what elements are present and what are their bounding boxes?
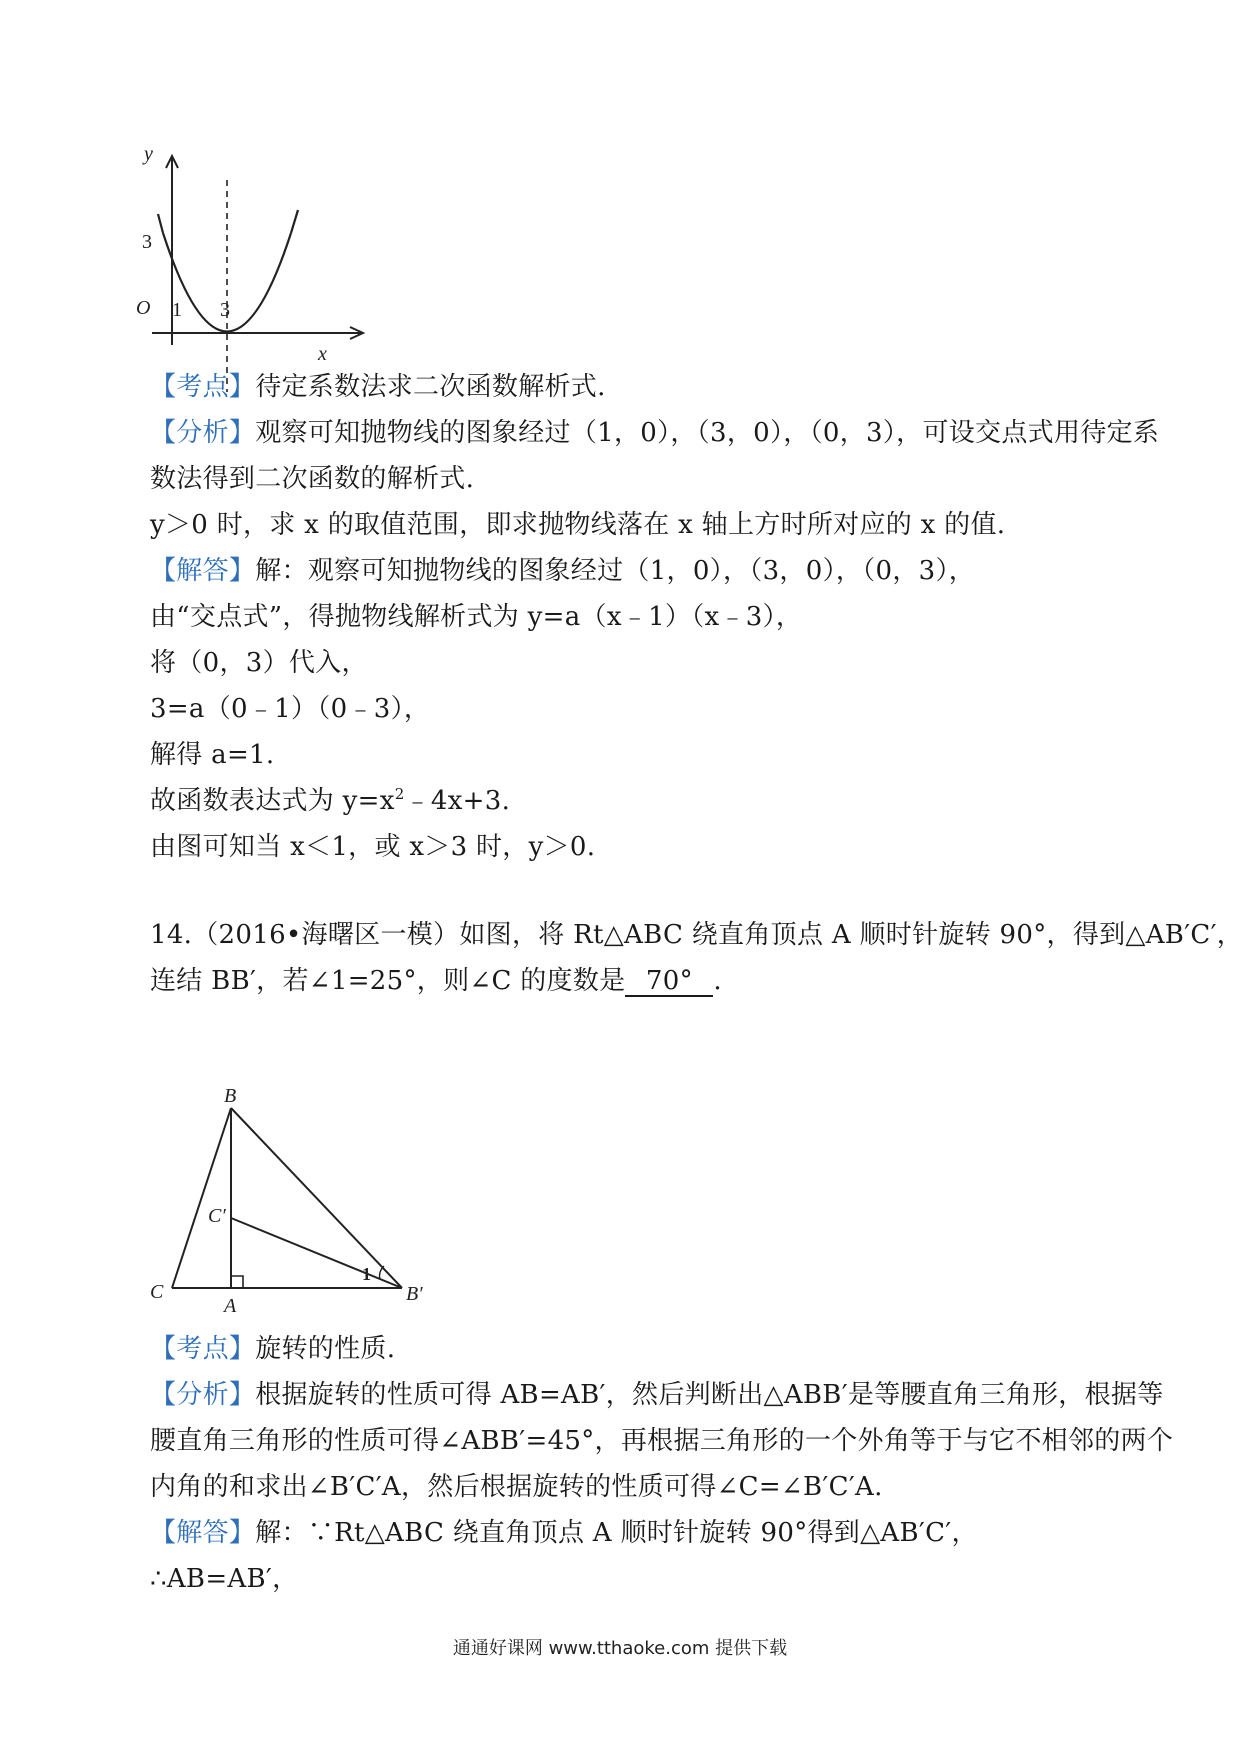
parabola-curve-ext [291,210,298,233]
x-tick-1: 1 [172,299,182,321]
kaodian-tag: 【考点】 [150,372,256,402]
label-C: C [150,1281,164,1303]
label-B: B [224,1085,237,1107]
y-axis-label: y [144,143,153,165]
fenxi-14-line2: 腰直角三角形的性质可得∠ABB′=45°，再根据三角形的一个外角等于与它不相邻的两个 [150,1426,1174,1456]
jieda-text: 解：∵Rt△ABC 绕直角顶点 A 顺时针旋转 90°得到△AB′C′， [255,1518,978,1548]
fenxi-13-line2: 数法得到二次函数的解析式. [150,464,475,494]
x-axis-label: x [318,343,327,365]
jieda-tag: 【解答】 [150,1518,256,1548]
parabola-figure [136,143,380,400]
right-angle-mark [231,1276,243,1288]
formula-post: ﹣4x+3. [404,786,511,816]
kaodian-text: 待定系数法求二次函数解析式. [255,372,606,402]
jieda-13-line6 [150,786,510,816]
jieda-tag: 【解答】 [150,556,256,586]
page-footer: 通通好课网 www.tthaoke.com 提供下载 [452,1638,788,1659]
label-angle-1: 1 [362,1264,371,1284]
fenxi-14-line3: 内角的和求出∠B′C′A，然后根据旋转的性质可得∠C=∠B′C′A. [150,1472,883,1502]
x-tick-3: 3 [220,299,230,321]
jieda-13-line5: 解得 a=1. [150,740,275,770]
fenxi-text: 根据旋转的性质可得 AB=AB′，然后判断出△ABB′是等腰直角三角形，根据等 [255,1380,1164,1410]
segment-C-prime-B-prime [231,1218,402,1288]
segment-CB [172,1108,231,1288]
answer-blank: 70° [625,967,713,997]
question-14-line1: 14.（2016•海曙区一模）如图，将 Rt△ABC 绕直角顶点 A 顺时针旋转 90°，得到△AB′C′， [150,920,1243,950]
jieda-13-line1 [150,556,975,586]
y-tick-3: 3 [142,231,152,253]
fenxi-13-line3: y＞0 时，求 x 的取值范围，即求抛物线落在 x 轴上方时所对应的 x 的值. [150,510,1006,540]
origin-label: O [136,297,151,319]
jieda-text: 解：观察可知抛物线的图象经过（1，0），（3，0），（0，3）， [255,556,976,586]
triangle-figure [140,1085,450,1320]
kaodian-13 [150,372,606,402]
jieda-13-line7: 由图可知当 x＜1，或 x＞3 时，y＞0. [150,832,596,862]
label-C-prime: C′ [208,1205,226,1227]
kaodian-14 [150,1334,395,1364]
fenxi-tag: 【分析】 [150,1380,256,1410]
parabola-curve-ext-left [158,214,163,233]
question-14-period: . [713,966,722,996]
jieda-13-line4: 3=a（0﹣1）（0﹣3）， [150,694,431,724]
kaodian-tag: 【考点】 [150,1334,256,1364]
label-B-prime: B′ [406,1283,423,1305]
jieda-14-line2: ∴AB=AB′， [150,1564,299,1594]
question-14-line2 [150,966,722,997]
fenxi-14-line1 [150,1380,1164,1410]
jieda-13-line3: 将（0，3）代入， [150,648,368,678]
formula-pre: 故函数表达式为 y=x [150,786,395,816]
formula-exponent: 2 [394,785,405,803]
segment-BB-prime [231,1108,402,1288]
label-A: A [224,1295,237,1317]
jieda-13-line2: 由“交点式”，得抛物线解析式为 y=a（x﹣1）（x﹣3）， [150,602,803,632]
question-14-text: 连结 BB′，若∠1=25°，则∠C 的度数是 [150,966,626,996]
fenxi-13-line1 [150,418,1159,448]
jieda-14-line1 [150,1518,978,1548]
fenxi-text: 观察可知抛物线的图象经过（1，0），（3，0），（0，3），可设交点式用待定系 [255,418,1160,448]
kaodian-text: 旋转的性质. [255,1334,396,1364]
fenxi-tag: 【分析】 [150,418,256,448]
